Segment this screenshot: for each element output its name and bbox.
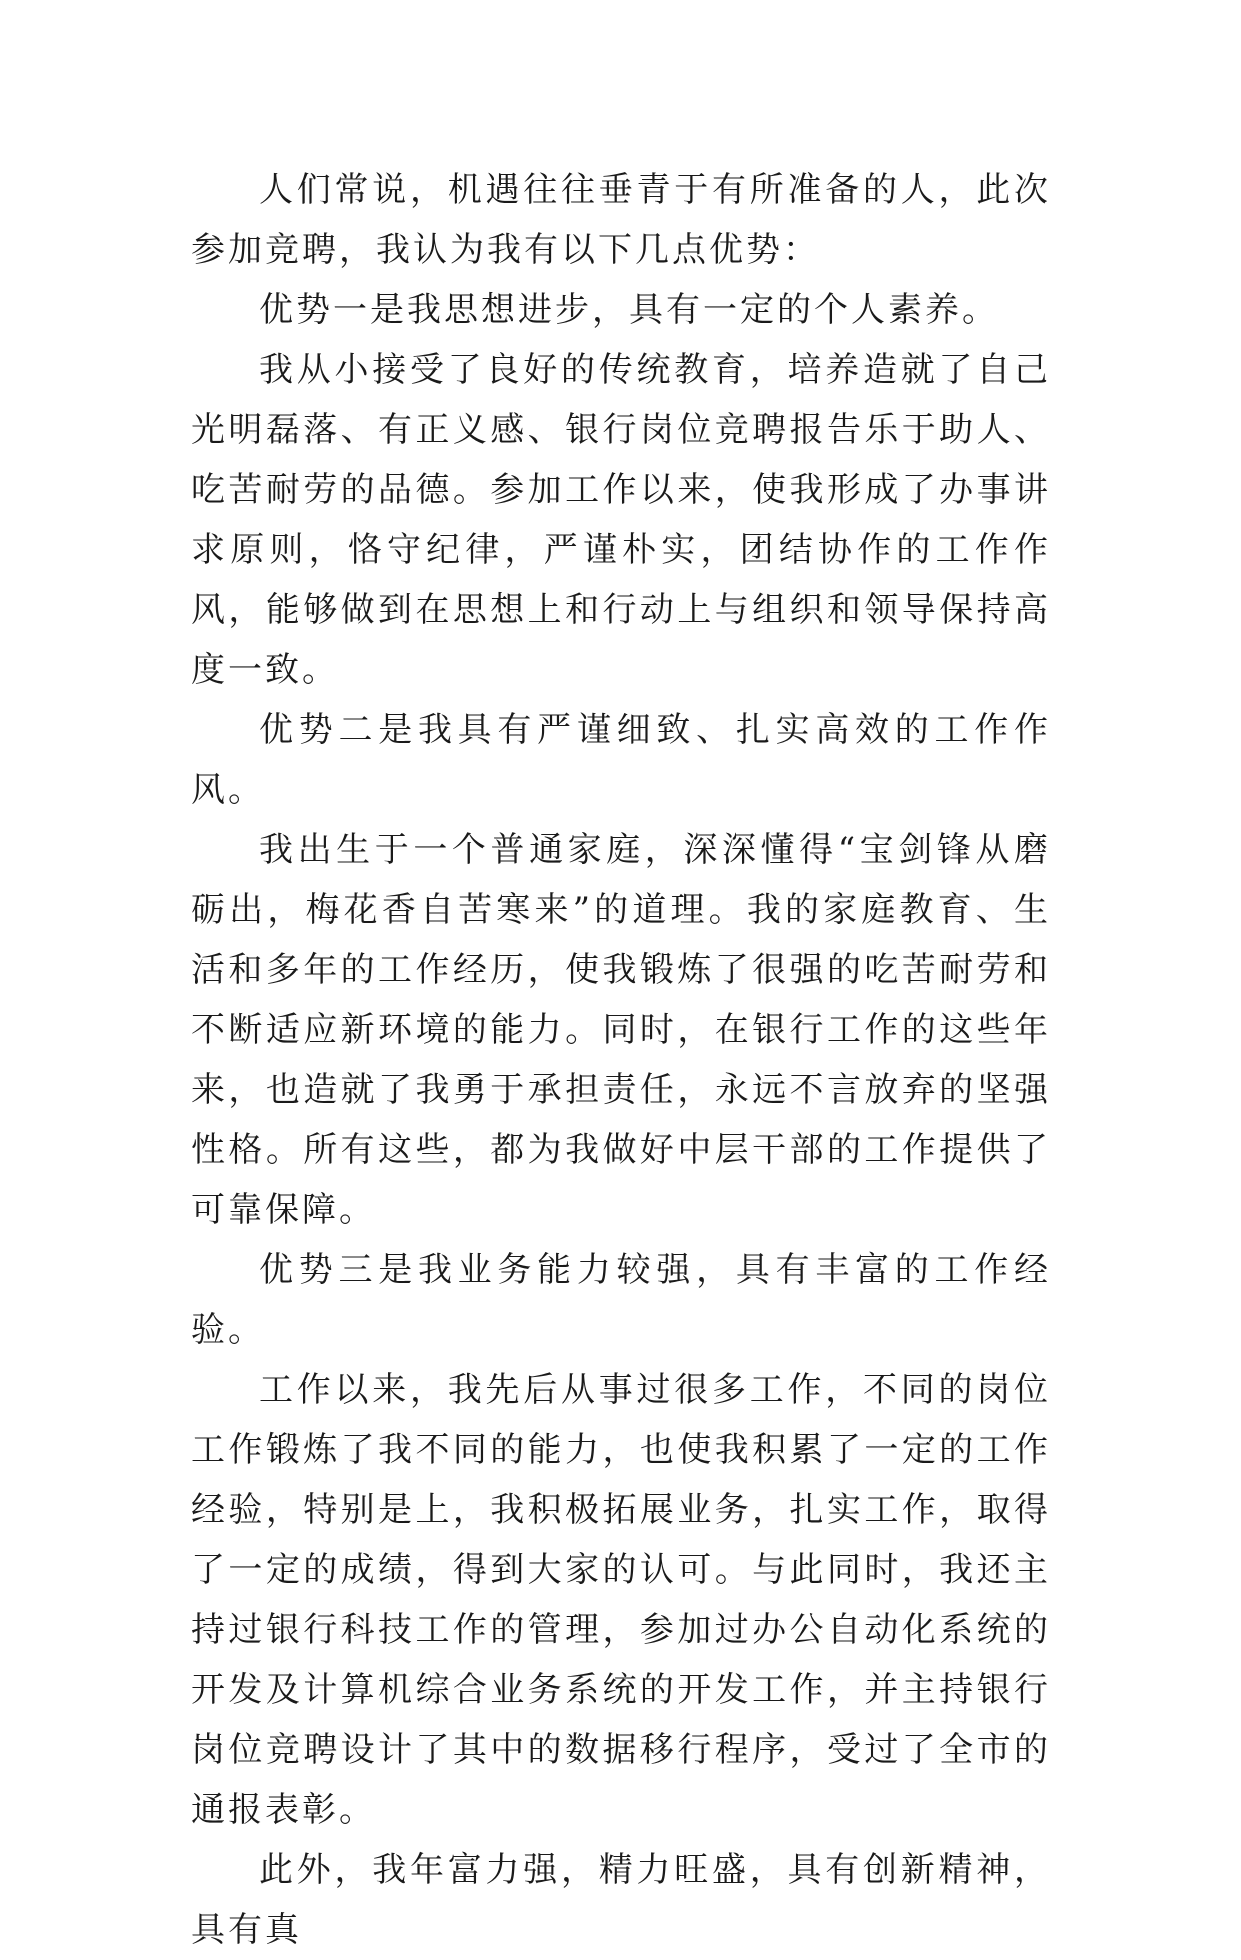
paragraph-advantage-two-body: 我出生于一个普通家庭，深深懂得“宝剑锋从磨砺出，梅花香自苦寒来”的道理。我的家庭教育、生活和多年的工作经历，使我锻炼了很强的吃苦耐劳和不断适应新环境的能力。同时，在银行工作的这些年来，也造就了我勇于承担责任，永远不言放弃的坚强性格。所有这些，都为我做好中层干部的工作提供了可靠保障。 bbox=[191, 830, 1051, 1230]
paragraph-advantage-one-body: 我从小接受了良好的传统教育，培养造就了自己光明磊落、有正义感、银行岗位竞聘报告乐于助人、吃苦耐劳的品德。参加工作以来，使我形成了办事讲求原则，恪守纪律，严谨朴实，团结协作的工作作风，能够做到在思想上和行动上与组织和领导保持高度一致。 bbox=[191, 350, 1051, 690]
paragraph-intro: 人们常说，机遇往往垂青于有所准备的人，此次参加竞聘，我认为我有以下几点优势： bbox=[191, 170, 1051, 270]
paragraph-advantage-three-body: 工作以来，我先后从事过很多工作，不同的岗位工作锻炼了我不同的能力，也使我积累了一定的工作经验，特别是上，我积极拓展业务，扎实工作，取得了一定的成绩，得到大家的认可。与此同时，我还主持过银行科技工作的管理，参加过办公自动化系统的开发及计算机综合业务系统的开发工作，并主持银行岗位竞聘设计了其中的数据移行程序，受过了全市的通报表彰。 bbox=[191, 1370, 1051, 1830]
document-body bbox=[191, 160, 1051, 1960]
paragraph-advantage-two-heading: 优势二是我具有严谨细致、扎实高效的工作作风。 bbox=[191, 710, 1051, 810]
paragraph-additional: 此外，我年富力强，精力旺盛，具有创新精神，具有真 bbox=[191, 1850, 1051, 1950]
paragraph-advantage-three-heading: 优势三是我业务能力较强，具有丰富的工作经验。 bbox=[191, 1250, 1051, 1350]
paragraph-advantage-one-heading: 优势一是我思想进步，具有一定的个人素养。 bbox=[259, 290, 999, 330]
